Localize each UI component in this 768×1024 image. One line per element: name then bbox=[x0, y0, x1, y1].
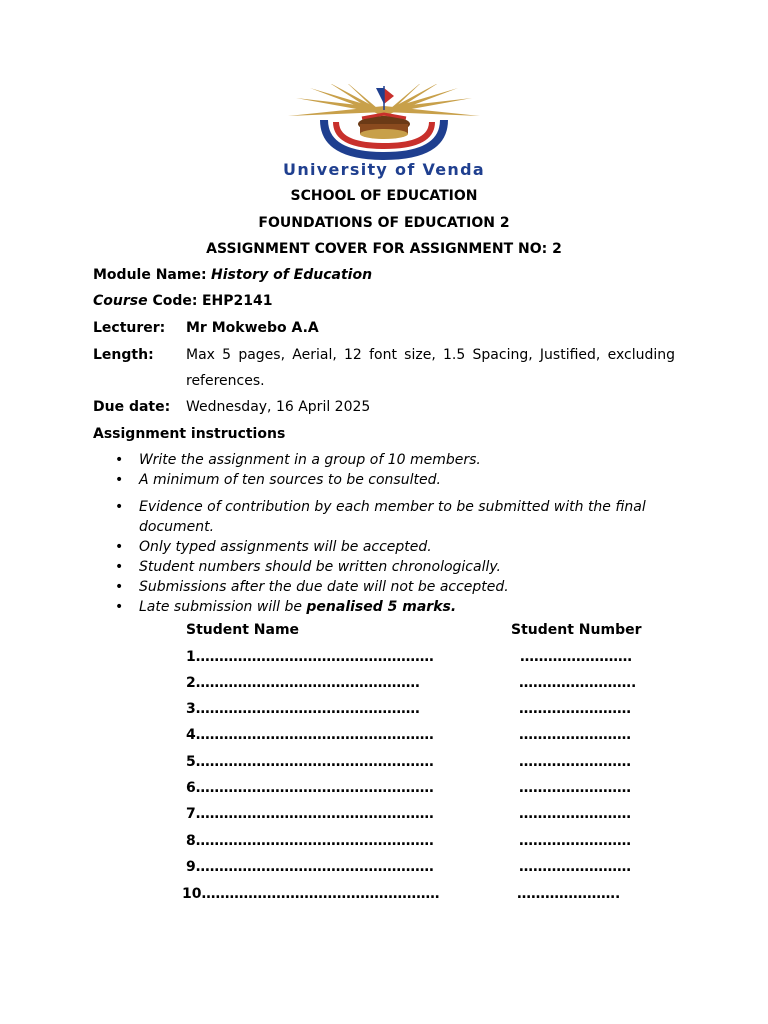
due-date-value: Wednesday, 16 April 2025 bbox=[186, 399, 371, 415]
bullet-icon: • bbox=[115, 499, 124, 515]
module-group-title: FOUNDATIONS OF EDUCATION 2 bbox=[258, 215, 510, 231]
instruction-text: Only typed assignments will be accepted. bbox=[139, 539, 432, 555]
student-number-line: …………………… bbox=[519, 859, 631, 875]
student-name-line: 6…………………………………………… bbox=[186, 780, 434, 796]
module-name-value: History of Education bbox=[211, 267, 373, 283]
instruction-emphasis: penalised 5 marks. bbox=[306, 599, 457, 615]
instruction-item bbox=[93, 450, 693, 470]
student-name-line: 9…………………………………………… bbox=[186, 859, 434, 875]
bullet-icon: • bbox=[115, 599, 124, 615]
university-crest-icon bbox=[236, 84, 532, 164]
assignment-title: ASSIGNMENT COVER FOR ASSIGNMENT NO: 2 bbox=[206, 241, 562, 257]
instruction-item bbox=[93, 557, 693, 577]
instruction-text: A minimum of ten sources to be consulted. bbox=[139, 472, 441, 488]
student-name-line: 4…………………………………………… bbox=[186, 727, 434, 743]
module-name-label: Module Name: bbox=[93, 267, 207, 283]
course-code-field bbox=[93, 293, 272, 309]
lecturer-value: Mr Mokwebo A.A bbox=[186, 320, 319, 336]
student-number-header: Student Number bbox=[511, 622, 642, 638]
student-number-line: ……………………. bbox=[519, 675, 637, 691]
student-name-line: 2………………………………………… bbox=[186, 675, 420, 691]
bullet-icon: • bbox=[115, 539, 124, 555]
student-number-line: …………………… bbox=[519, 806, 631, 822]
course-code-label: Code: bbox=[147, 293, 198, 309]
student-number-line: …………………… bbox=[519, 701, 631, 717]
student-number-line: …………………. bbox=[517, 886, 621, 902]
instruction-text: Evidence of contribution by each member to be submitted with the final document. bbox=[139, 499, 646, 535]
instruction-text: Student numbers should be written chronologically. bbox=[139, 559, 502, 575]
student-name-line: 1…………………………………………… bbox=[186, 649, 434, 665]
bullet-icon: • bbox=[115, 472, 124, 488]
student-name-header: Student Name bbox=[186, 622, 300, 638]
course-code-value: EHP2141 bbox=[201, 293, 273, 309]
course-code-label-italic: Course bbox=[93, 293, 148, 309]
instruction-item bbox=[93, 470, 693, 490]
instruction-item bbox=[93, 577, 693, 597]
lecturer-label: Lecturer: bbox=[93, 320, 166, 336]
module-name-field bbox=[93, 267, 372, 283]
student-name-line: 8…………………………………………… bbox=[186, 833, 434, 849]
due-date-label: Due date: bbox=[93, 399, 171, 415]
bullet-icon: • bbox=[115, 579, 124, 595]
instruction-item bbox=[93, 497, 659, 537]
instructions-heading: Assignment instructions bbox=[93, 426, 286, 442]
school-title: SCHOOL OF EDUCATION bbox=[290, 188, 478, 204]
student-name-line: 5…………………………………………… bbox=[186, 754, 434, 770]
student-name-line: 7…………………………………………… bbox=[186, 806, 434, 822]
student-number-line: …………………… bbox=[519, 780, 631, 796]
instruction-text: Submissions after the due date will not be accepted. bbox=[139, 579, 509, 595]
student-name-line: 3………………………………………… bbox=[186, 701, 420, 717]
instruction-item bbox=[93, 537, 693, 557]
bullet-icon: • bbox=[115, 452, 124, 468]
student-name-line: 10…………………………………………… bbox=[182, 886, 440, 902]
bullet-icon: • bbox=[115, 559, 124, 575]
instructions-list bbox=[93, 450, 693, 617]
university-name: University of Venda bbox=[283, 160, 485, 179]
student-number-line: …………………… bbox=[519, 727, 631, 743]
instruction-text: Write the assignment in a group of 10 members. bbox=[139, 452, 481, 468]
student-number-line: …………………… bbox=[520, 649, 632, 665]
length-value: Max 5 pages, Aerial, 12 font size, 1.5 Spacing, Justified, excluding references. bbox=[186, 347, 675, 389]
student-number-line: …………………… bbox=[519, 754, 631, 770]
university-logo bbox=[236, 84, 532, 180]
instruction-text: Late submission will be bbox=[139, 599, 307, 615]
instruction-item bbox=[93, 597, 693, 617]
length-label: Length: bbox=[93, 347, 154, 363]
student-number-line: …………………… bbox=[519, 833, 631, 849]
